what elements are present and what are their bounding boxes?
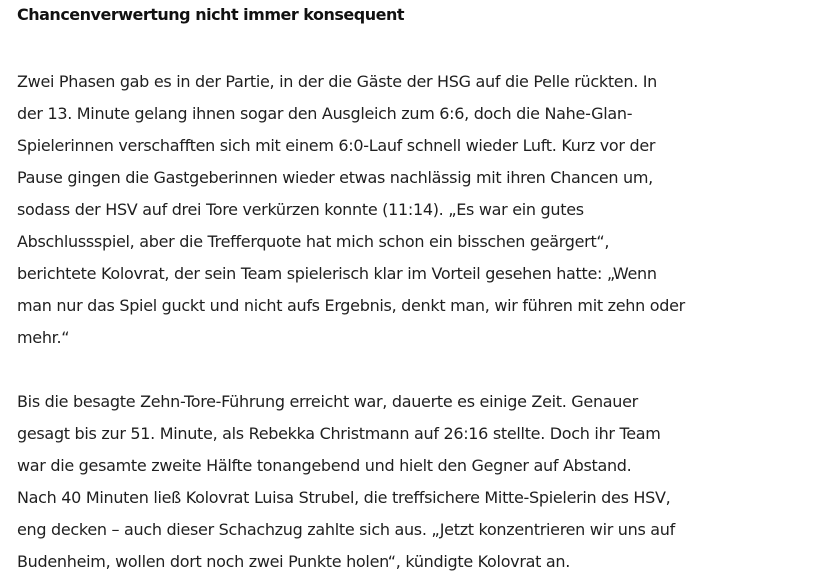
paragraph-1: [17, 66, 717, 354]
paragraph-line: berichtete Kolovrat, der sein Team spielerisch klar im Vorteil gesehen hatte: „Wenn: [17, 264, 657, 283]
paragraph-line: der 13. Minute gelang ihnen sogar den Ausgleich zum 6:6, doch die Nahe-Glan-: [17, 104, 633, 123]
paragraph-line: Bis die besagte Zehn-Tore-Führung erreicht war, dauerte es einige Zeit. Genauer: [17, 392, 638, 411]
paragraph-line: eng decken – auch dieser Schachzug zahlte sich aus. „Jetzt konzentrieren wir uns auf: [17, 520, 675, 539]
section-heading: Chancenverwertung nicht immer konsequent: [17, 5, 405, 24]
paragraph-line: Zwei Phasen gab es in der Partie, in der die Gäste der HSG auf die Pelle rückten. In: [17, 72, 658, 91]
paragraph-line: mehr.“: [17, 328, 70, 347]
paragraph-line: Spielerinnen verschafften sich mit einem 6:0-Lauf schnell wieder Luft. Kurz vor der: [17, 136, 656, 155]
paragraph-line: Nach 40 Minuten ließ Kolovrat Luisa Strubel, die treffsichere Mitte-Spielerin des HSV,: [17, 488, 671, 507]
paragraph-2: [17, 386, 717, 578]
paragraph-line: Budenheim, wollen dort noch zwei Punkte holen“, kündigte Kolovrat an.: [17, 552, 571, 571]
paragraph-line: war die gesamte zweite Hälfte tonangebend und hielt den Gegner auf Abstand.: [17, 456, 632, 475]
article: [17, 0, 717, 578]
paragraph-line: Pause gingen die Gastgeberinnen wieder etwas nachlässig mit ihren Chancen um,: [17, 168, 653, 187]
paragraph-line: man nur das Spiel guckt und nicht aufs Ergebnis, denkt man, wir führen mit zehn oder: [17, 296, 685, 315]
paragraph-line: gesagt bis zur 51. Minute, als Rebekka Christmann auf 26:16 stellte. Doch ihr Team: [17, 424, 661, 443]
paragraph-line: Abschlussspiel, aber die Trefferquote hat mich schon ein bisschen geärgert“,: [17, 232, 610, 251]
paragraph-line: sodass der HSV auf drei Tore verkürzen konnte (11:14). „Es war ein gutes: [17, 200, 584, 219]
